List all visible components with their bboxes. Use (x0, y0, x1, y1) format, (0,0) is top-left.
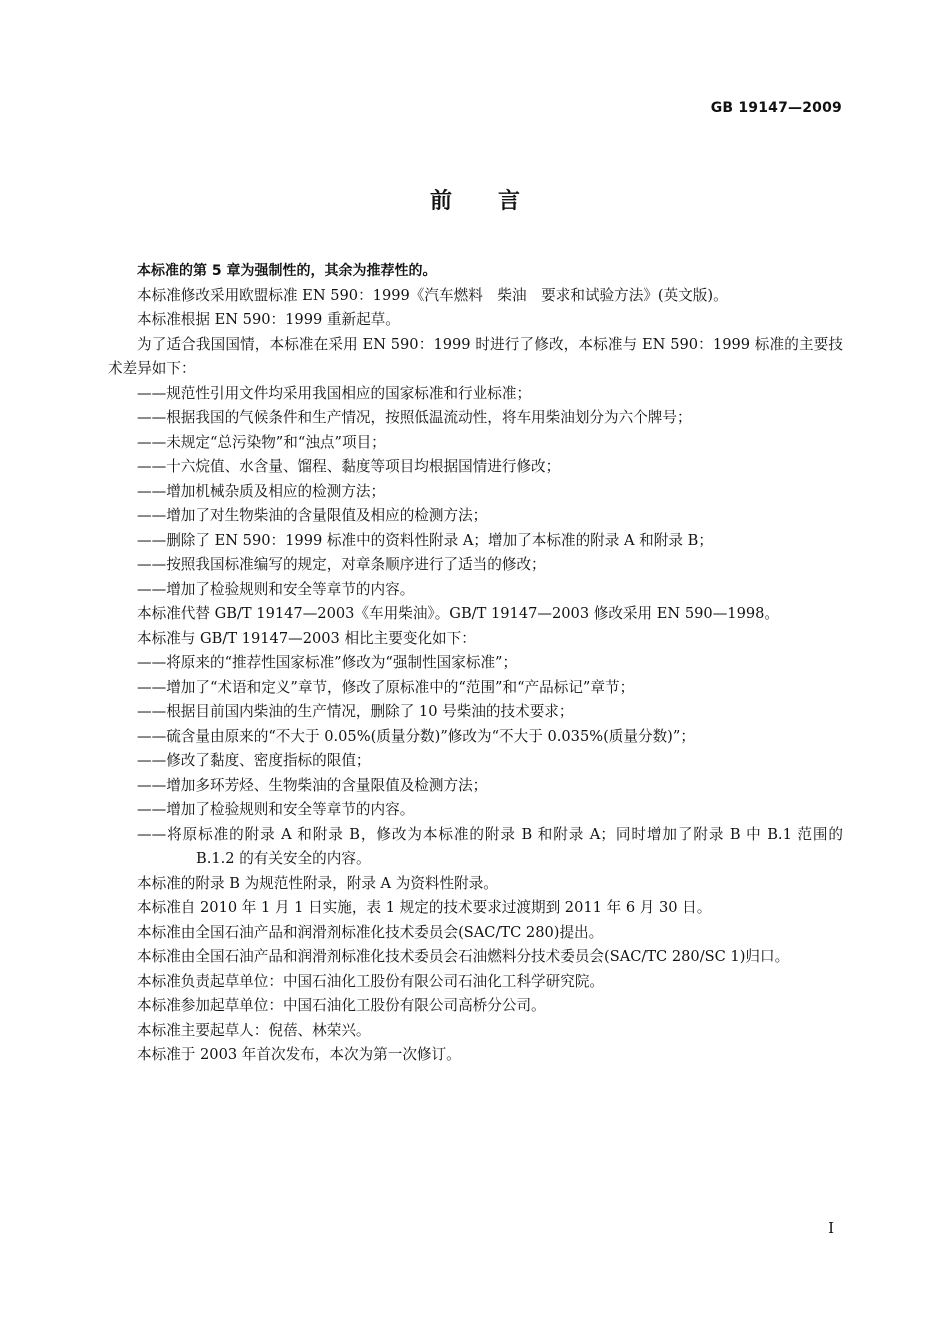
list-item: ——十六烷值、水含量、馏程、黏度等项目均根据国情进行修改； (137, 458, 561, 475)
list-item: ——增加了“术语和定义”章节，修改了原标准中的“范围”和“产品标记”章节； (137, 678, 635, 696)
paragraph: 本标准负责起草单位：中国石油化工股份有限公司石油化工科学研究院。 (137, 972, 605, 990)
paragraph: 本标准于 2003 年首次发布，本次为第一次修订。 (137, 1046, 461, 1063)
list-item: ——将原标准的附录 A 和附录 B，修改为本标准的附录 B 和附录 A；同时增加了附录 B 中 B.1 范围的 B.1.2 的有关安全的内容。 (137, 825, 843, 867)
list-item: ——按照我国标准编写的规定，对章条顺序进行了适当的修改； (137, 556, 546, 573)
list-item: ——根据我国的气候条件和生产情况，按照低温流动性，将车用柴油划分为六个牌号； (137, 409, 692, 426)
paragraph: 为了适合我国国情，本标准在采用 EN 590：1999 时进行了修改，本标准与 EN 590：1999 标准的主要技术差异如下： (108, 335, 843, 377)
list-item: ——硫含量由原来的“不大于 0.05%(质量分数)”修改为“不大于 0.035%(质量分数)”； (137, 727, 695, 745)
paragraph: 本标准修改采用欧盟标准 EN 590：1999《汽车燃料 柴油 要求和试验方法》(英文版)。 (137, 286, 728, 304)
list-item: ——增加了检验规则和安全等章节的内容。 (137, 801, 415, 818)
list-item: ——删除了 EN 590：1999 标准中的资料性附录 A；增加了本标准的附录 A 和附录 B； (137, 531, 713, 549)
list-item: ——增加多环芳烃、生物柴油的含量限值及检测方法； (137, 776, 488, 794)
paragraph: 本标准根据 EN 590：1999 重新起草。 (137, 311, 400, 328)
paragraph-mandatory-note: 本标准的第 5 章为强制性的，其余为推荐性的。 (137, 263, 437, 279)
list-item: ——增加了检验规则和安全等章节的内容。 (137, 580, 415, 598)
foreword-body (108, 259, 843, 1068)
list-item: ——增加机械杂质及相应的检测方法； (137, 482, 386, 500)
paragraph: 本标准的附录 B 为规范性附录，附录 A 为资料性附录。 (137, 874, 498, 892)
list-item: ——未规定“总污染物”和“浊点”项目； (137, 433, 386, 451)
list-item: ——修改了黏度、密度指标的限值； (137, 752, 371, 769)
paragraph: 本标准由全国石油产品和润滑剂标准化技术委员会石油燃料分技术委员会(SAC/TC 280/SC 1)归口。 (137, 948, 790, 965)
list-item: ——将原来的“推荐性国家标准”修改为“强制性国家标准”； (137, 654, 518, 671)
paragraph: 本标准与 GB/T 19147—2003 相比主要变化如下： (137, 629, 476, 647)
page-title: 前言 (429, 189, 566, 214)
list-item: ——根据目前国内柴油的生产情况，删除了 10 号柴油的技术要求； (137, 703, 574, 720)
list-item: ——规范性引用文件均采用我国相应的国家标准和行业标准； (137, 384, 532, 402)
paragraph: 本标准参加起草单位：中国石油化工股份有限公司高桥分公司。 (137, 997, 546, 1014)
standard-number: GB 19147—2009 (710, 100, 842, 116)
list-item: ——增加了对生物柴油的含量限值及相应的检测方法； (137, 507, 488, 524)
page-number: I (828, 1219, 834, 1237)
paragraph: 本标准自 2010 年 1 月 1 日实施，表 1 规定的技术要求过渡期到 2011 年 6 月 30 日。 (137, 899, 712, 916)
paragraph: 本标准由全国石油产品和润滑剂标准化技术委员会(SAC/TC 280)提出。 (137, 923, 604, 941)
paragraph: 本标准代替 GB/T 19147—2003《车用柴油》。GB/T 19147—2003 修改采用 EN 590—1998。 (137, 605, 780, 622)
paragraph: 本标准主要起草人：倪蓓、林荣兴。 (137, 1021, 371, 1039)
